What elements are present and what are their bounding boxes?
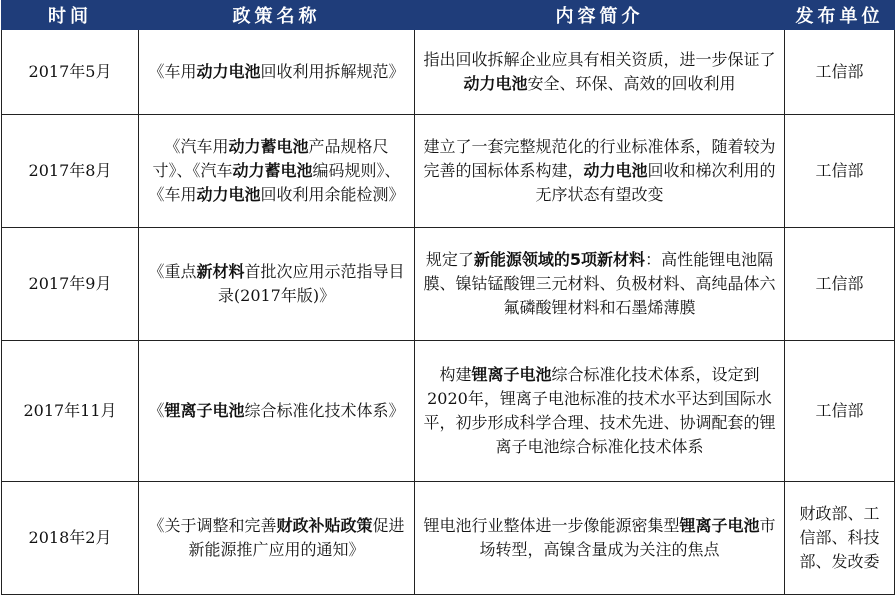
text-segment: 编码规则》、《车用 [148, 161, 401, 204]
text-segment: 指出回收拆解企业应具有相关资质，进一步保证了 [423, 50, 776, 69]
table-row [2, 228, 895, 341]
summary-cell [415, 228, 785, 341]
table-row [2, 30, 895, 115]
header-issuer: 发布单位 [785, 1, 895, 30]
issuer-cell: 财政部、工信部、科技部、发改委 [785, 482, 895, 595]
highlight-text: 新能源领域的5项新材料 [473, 250, 646, 269]
highlight-text: 新材料 [196, 262, 245, 281]
issuer-cell: 工信部 [785, 30, 895, 115]
text-segment: ：高性能锂电池隔膜、镍钴锰酸锂三元材料、负极材料、高纯晶体六氟磷酸锂材料和石墨烯薄膜 [423, 250, 776, 317]
policy-table [1, 0, 895, 595]
header-row [2, 1, 895, 30]
text-segment: 综合标准化技术体系，设定到2020年，锂离子电池标准的技术水平达到国际水平，初步形成科学合理、技术先进、协调配套的锂离子电池综合标准化技术体系 [423, 365, 776, 456]
text-segment: 建立了一套完整规范化的行业标准体系，随着较为完善的国标体系构建， [423, 137, 776, 180]
policy-name-cell [139, 30, 415, 115]
header-time: 时间 [2, 1, 139, 30]
highlight-text: 动力蓄电池 [228, 137, 309, 156]
highlight-text: 锂离子电池 [679, 516, 760, 535]
table-row [2, 115, 895, 228]
text-segment: 产品规格尺寸》、《汽车 [152, 137, 389, 180]
issuer-cell: 工信部 [785, 341, 895, 482]
text-segment: 首批次应用示范指导目录(2017年版)》 [217, 262, 405, 305]
table-row [2, 341, 895, 482]
issuer-cell: 工信部 [785, 228, 895, 341]
date-cell: 2017年8月 [2, 115, 139, 228]
highlight-text: 动力电池 [583, 161, 648, 180]
date-cell: 2017年11月 [2, 341, 139, 482]
policy-name-cell [139, 115, 415, 228]
text-segment: 回收和梯次利用的无序状态有望改变 [535, 161, 776, 204]
highlight-text: 锂离子电池 [164, 401, 245, 420]
text-segment: 构建 [439, 365, 472, 384]
policy-name-cell [139, 228, 415, 341]
text-segment: 安全、环保、高效的回收利用 [527, 74, 736, 93]
text-segment: 促进新能源推广应用的通知》 [188, 516, 405, 559]
highlight-text: 财政补贴政策 [276, 516, 373, 535]
summary-cell [415, 30, 785, 115]
policy-name-cell [139, 482, 415, 595]
summary-cell [415, 482, 785, 595]
date-cell: 2017年9月 [2, 228, 139, 341]
text-segment: 《汽车用 [164, 137, 229, 156]
policy-name-cell [139, 341, 415, 482]
summary-cell [415, 115, 785, 228]
header-summary: 内容简介 [415, 1, 785, 30]
text-segment: 《 [148, 401, 165, 420]
text-segment: 《重点 [148, 262, 197, 281]
table-row [2, 482, 895, 595]
text-segment: 回收利用拆解规范》 [260, 62, 405, 81]
highlight-text: 动力电池 [463, 74, 528, 93]
text-segment: 规定了 [425, 250, 474, 269]
text-segment: 综合标准化技术体系》 [244, 401, 405, 420]
summary-cell [415, 341, 785, 482]
text-segment: 回收利用余能检测》 [260, 185, 405, 204]
text-segment: 市场转型，高镍含量成为关注的焦点 [479, 516, 776, 559]
highlight-text: 动力电池 [196, 62, 261, 81]
highlight-text: 锂离子电池 [471, 365, 552, 384]
text-segment: 锂电池行业整体进一步像能源密集型 [423, 516, 680, 535]
date-cell: 2018年2月 [2, 482, 139, 595]
highlight-text: 动力蓄电池 [232, 161, 313, 180]
date-cell: 2017年5月 [2, 30, 139, 115]
issuer-cell: 工信部 [785, 115, 895, 228]
highlight-text: 动力电池 [196, 185, 261, 204]
text-segment: 《关于调整和完善 [148, 516, 277, 535]
text-segment: 《车用 [148, 62, 197, 81]
header-policy-name: 政策名称 [139, 1, 415, 30]
